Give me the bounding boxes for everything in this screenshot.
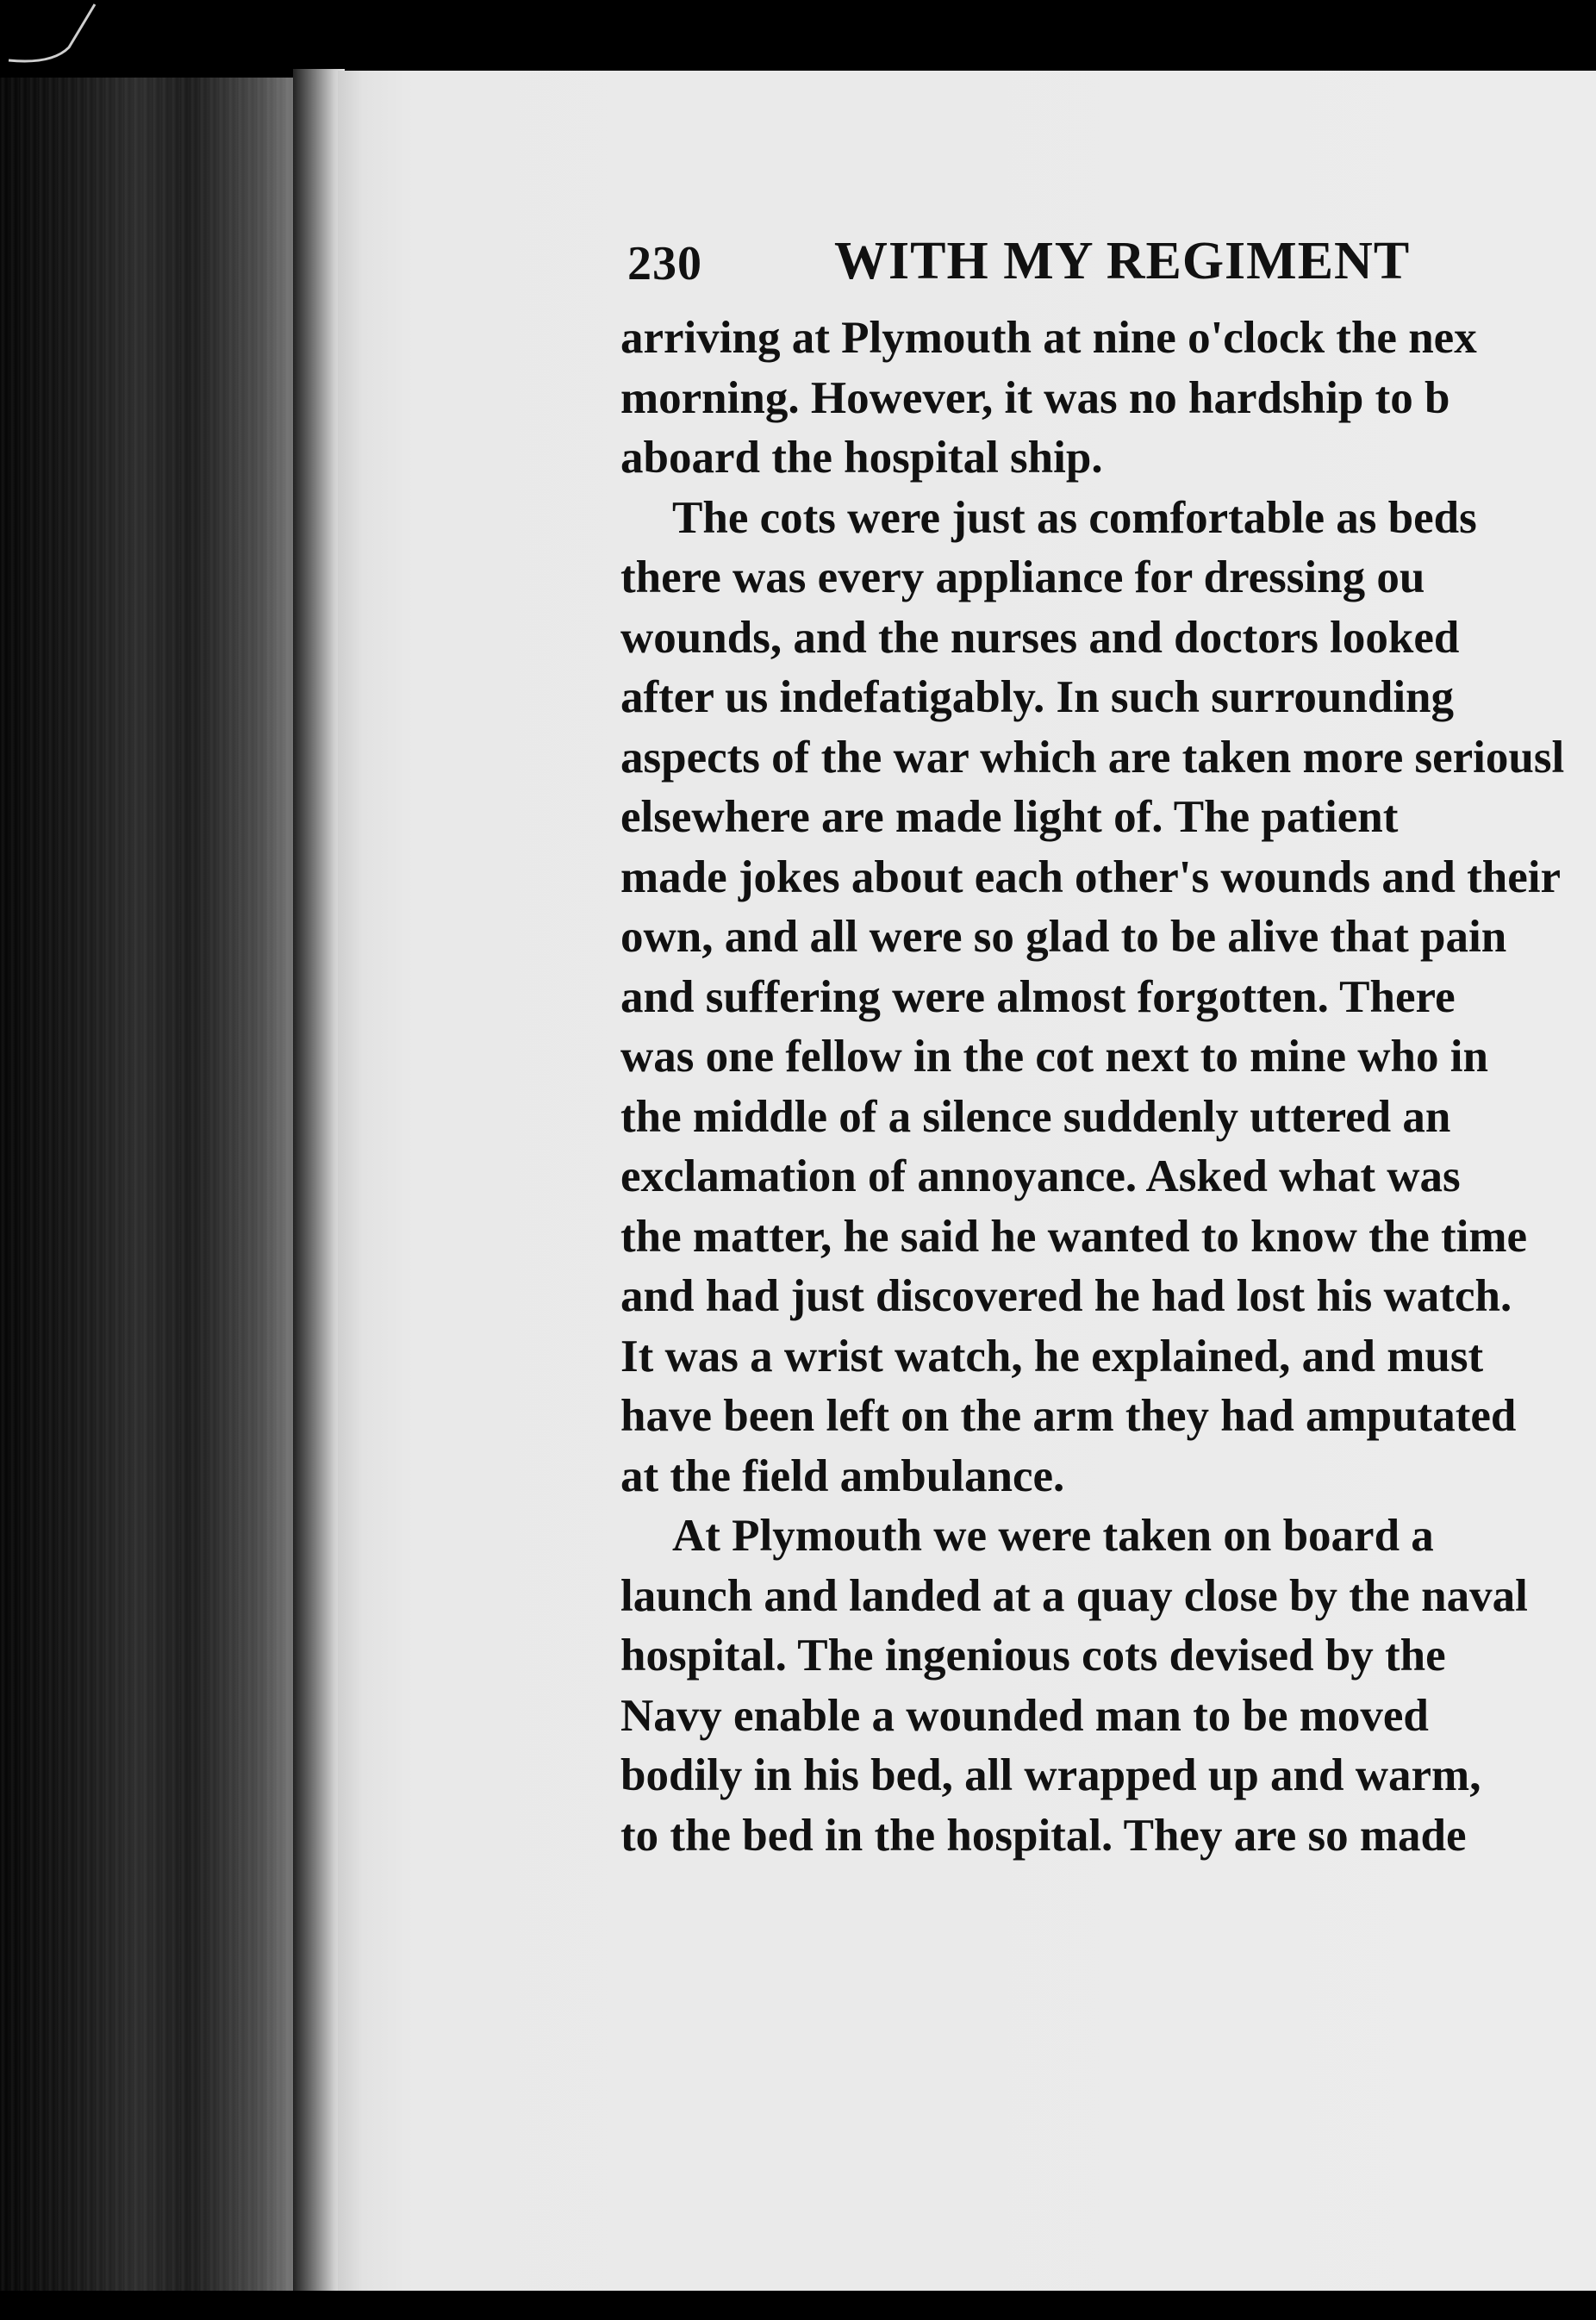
text-line: wounds, and the nurses and doctors looked [620,612,1460,663]
text-line: morning. However, it was no hardship to b [620,372,1450,423]
text-line: and suffering were almost forgotten. There [620,971,1456,1022]
corner-scratch-mark [0,0,112,69]
text-line: At Plymouth we were taken on board a [672,1511,1434,1561]
text-line: It was a wrist watch, he explained, and must [620,1331,1484,1381]
text-line: the matter, he said he wanted to know the time [620,1211,1528,1262]
scan-border-bottom [0,2291,1596,2320]
text-line: arriving at Plymouth at nine o'clock the nex [620,313,1477,363]
body-text [620,309,1586,1866]
running-title: WITH MY REGIMENT [834,232,1411,290]
running-header [627,231,1596,300]
text-line: aboard the hospital ship. [620,433,1103,483]
text-line: have been left on the arm they had amputated [620,1391,1517,1441]
text-line: own, and all were so glad to be alive that pain [620,912,1507,962]
text-line: elsewhere are made light of. The patient [620,792,1399,842]
text-line: to the bed in the hospital. They are so made [620,1810,1467,1861]
text-line: was one fellow in the cot next to mine who in [620,1032,1488,1082]
text-line: and had just discovered he had lost his watch. [620,1271,1512,1321]
page-number: 230 [627,237,702,290]
text-line: Navy enable a wounded man to be moved [620,1690,1429,1741]
text-line: aspects of the war which are taken more seriousl [620,732,1565,783]
text-line: after us indefatigably. In such surrounding [620,672,1455,722]
text-line: exclamation of annoyance. Asked what was [620,1151,1461,1201]
text-line: The cots were just as comfortable as beds [672,492,1477,543]
page-edge-shadow [293,69,345,2318]
text-line: launch and landed at a quay close by the naval [620,1570,1528,1621]
text-line: there was every appliance for dressing ou [620,552,1425,602]
text-line: hospital. The ingenious cots devised by the [620,1631,1446,1681]
text-line: at the field ambulance. [620,1450,1065,1501]
text-line: made jokes about each other's wounds and their [620,851,1562,902]
text-line: bodily in his bed, all wrapped up and warm, [620,1750,1481,1800]
text-line: the middle of a silence suddenly uttered an [620,1091,1451,1142]
